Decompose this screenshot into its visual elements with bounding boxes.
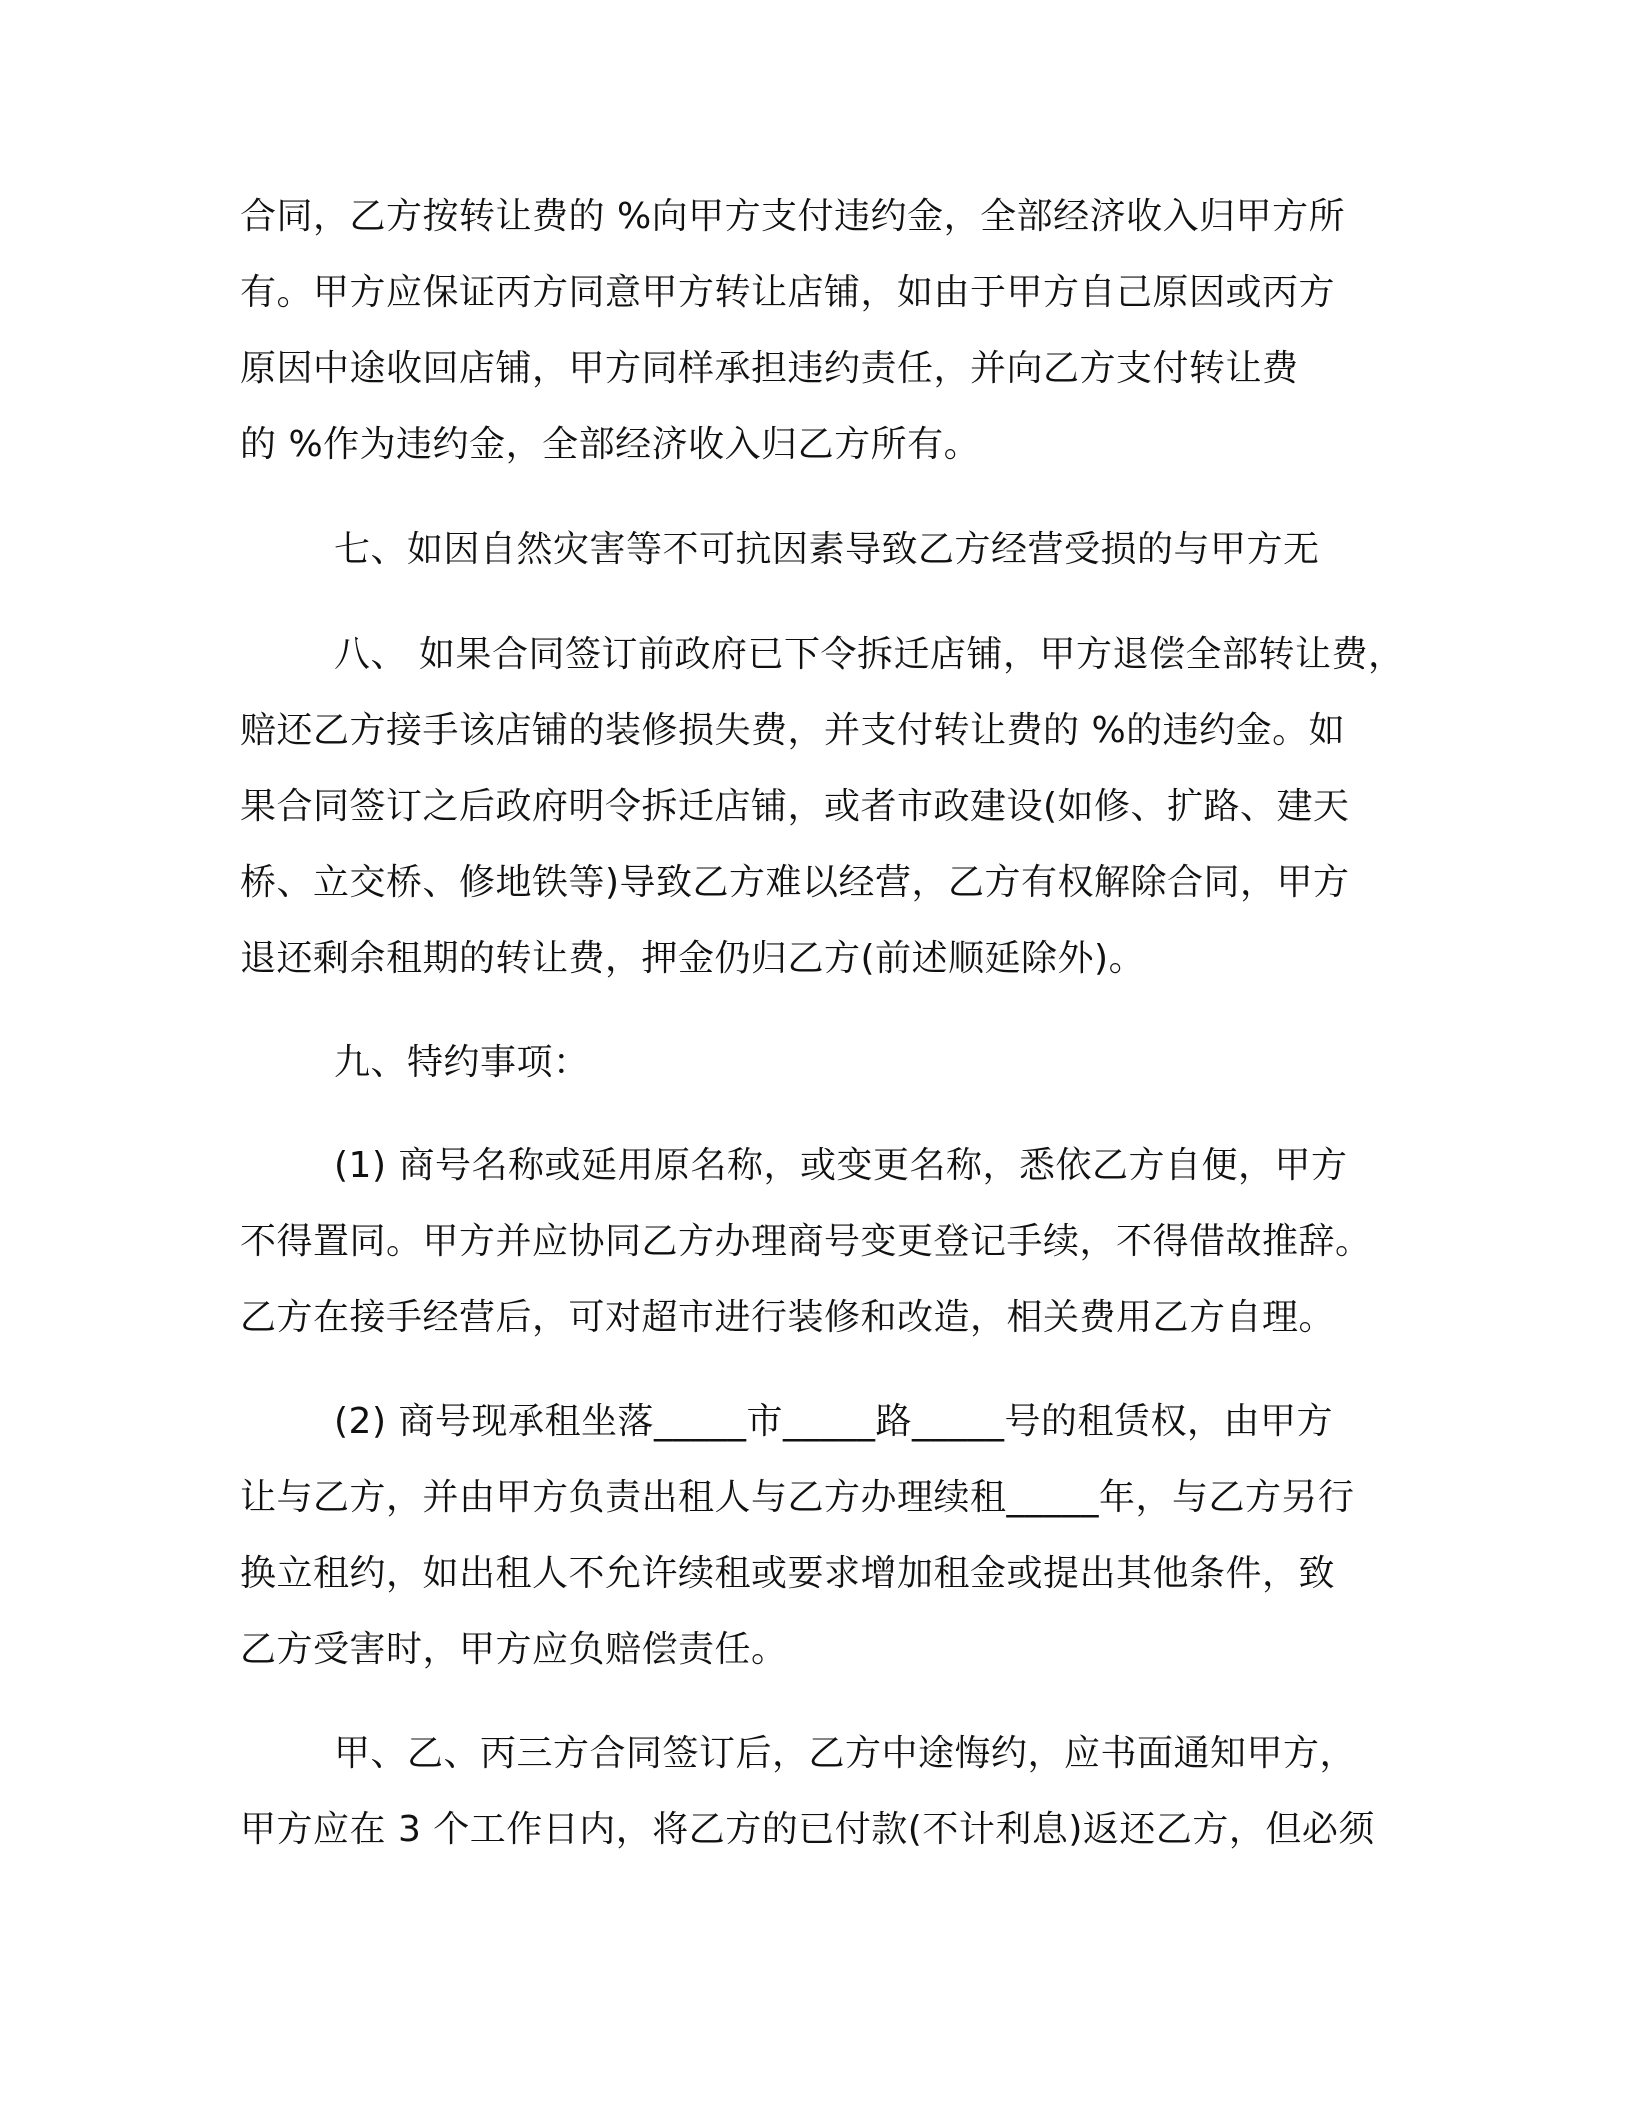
text-line: 九、特约事项：: [334, 1042, 590, 1083]
text-line: 不得置同。甲方并应协同乙方办理商号变更登记手续，不得借故推辞。: [240, 1221, 1372, 1262]
text-line: 退还剩余租期的转让费，押金仍归乙方(前述顺延除外)。: [240, 938, 1146, 979]
text-line: 果合同签订之后政府明令拆迁店铺，或者市政建设(如修、扩路、建天: [240, 786, 1350, 827]
text-line: 的 %作为违约金，全部经济收入归乙方所有。: [240, 424, 981, 465]
text-line: 乙方在接手经营后，可对超市进行装修和改造，相关费用乙方自理。: [240, 1297, 1336, 1338]
text-line: 赔还乙方接手该店铺的装修损失费，并支付转让费的 %的违约金。如: [240, 710, 1346, 751]
text-line: (2) 商号现承租坐落_____市_____路_____号的租赁权，由甲方: [334, 1401, 1333, 1442]
text-line: 八、 如果合同签订前政府已下令拆迁店铺，甲方退偿全部转让费，: [334, 634, 1405, 675]
text-line: 七、如因自然灾害等不可抗因素导致乙方经营受损的与甲方无: [334, 529, 1320, 570]
text-line: 甲、乙、丙三方合同签订后，乙方中途悔约，应书面通知甲方，: [334, 1733, 1357, 1774]
text-line: 原因中途收回店铺，甲方同样承担违约责任，并向乙方支付转让费: [240, 348, 1299, 389]
text-line: 甲方应在 3 个工作日内，将乙方的已付款(不计利息)返还乙方，但必须: [240, 1809, 1375, 1850]
text-line: 乙方受害时，甲方应负赔偿责任。: [240, 1629, 788, 1670]
text-line: (1) 商号名称或延用原名称，或变更名称，悉依乙方自便，甲方: [334, 1145, 1348, 1186]
text-line: 有。甲方应保证丙方同意甲方转让店铺，如由于甲方自己原因或丙方: [240, 272, 1336, 313]
text-line: 让与乙方，并由甲方负责出租人与乙方办理续租_____年，与乙方另行: [240, 1477, 1355, 1518]
text-line: 换立租约，如出租人不允许续租或要求增加租金或提出其他条件，致: [240, 1553, 1336, 1594]
text-line: 桥、立交桥、修地铁等)导致乙方难以经营，乙方有权解除合同，甲方: [240, 862, 1350, 903]
text-line: 合同，乙方按转让费的 %向甲方支付违约金，全部经济收入归甲方所: [240, 196, 1346, 237]
